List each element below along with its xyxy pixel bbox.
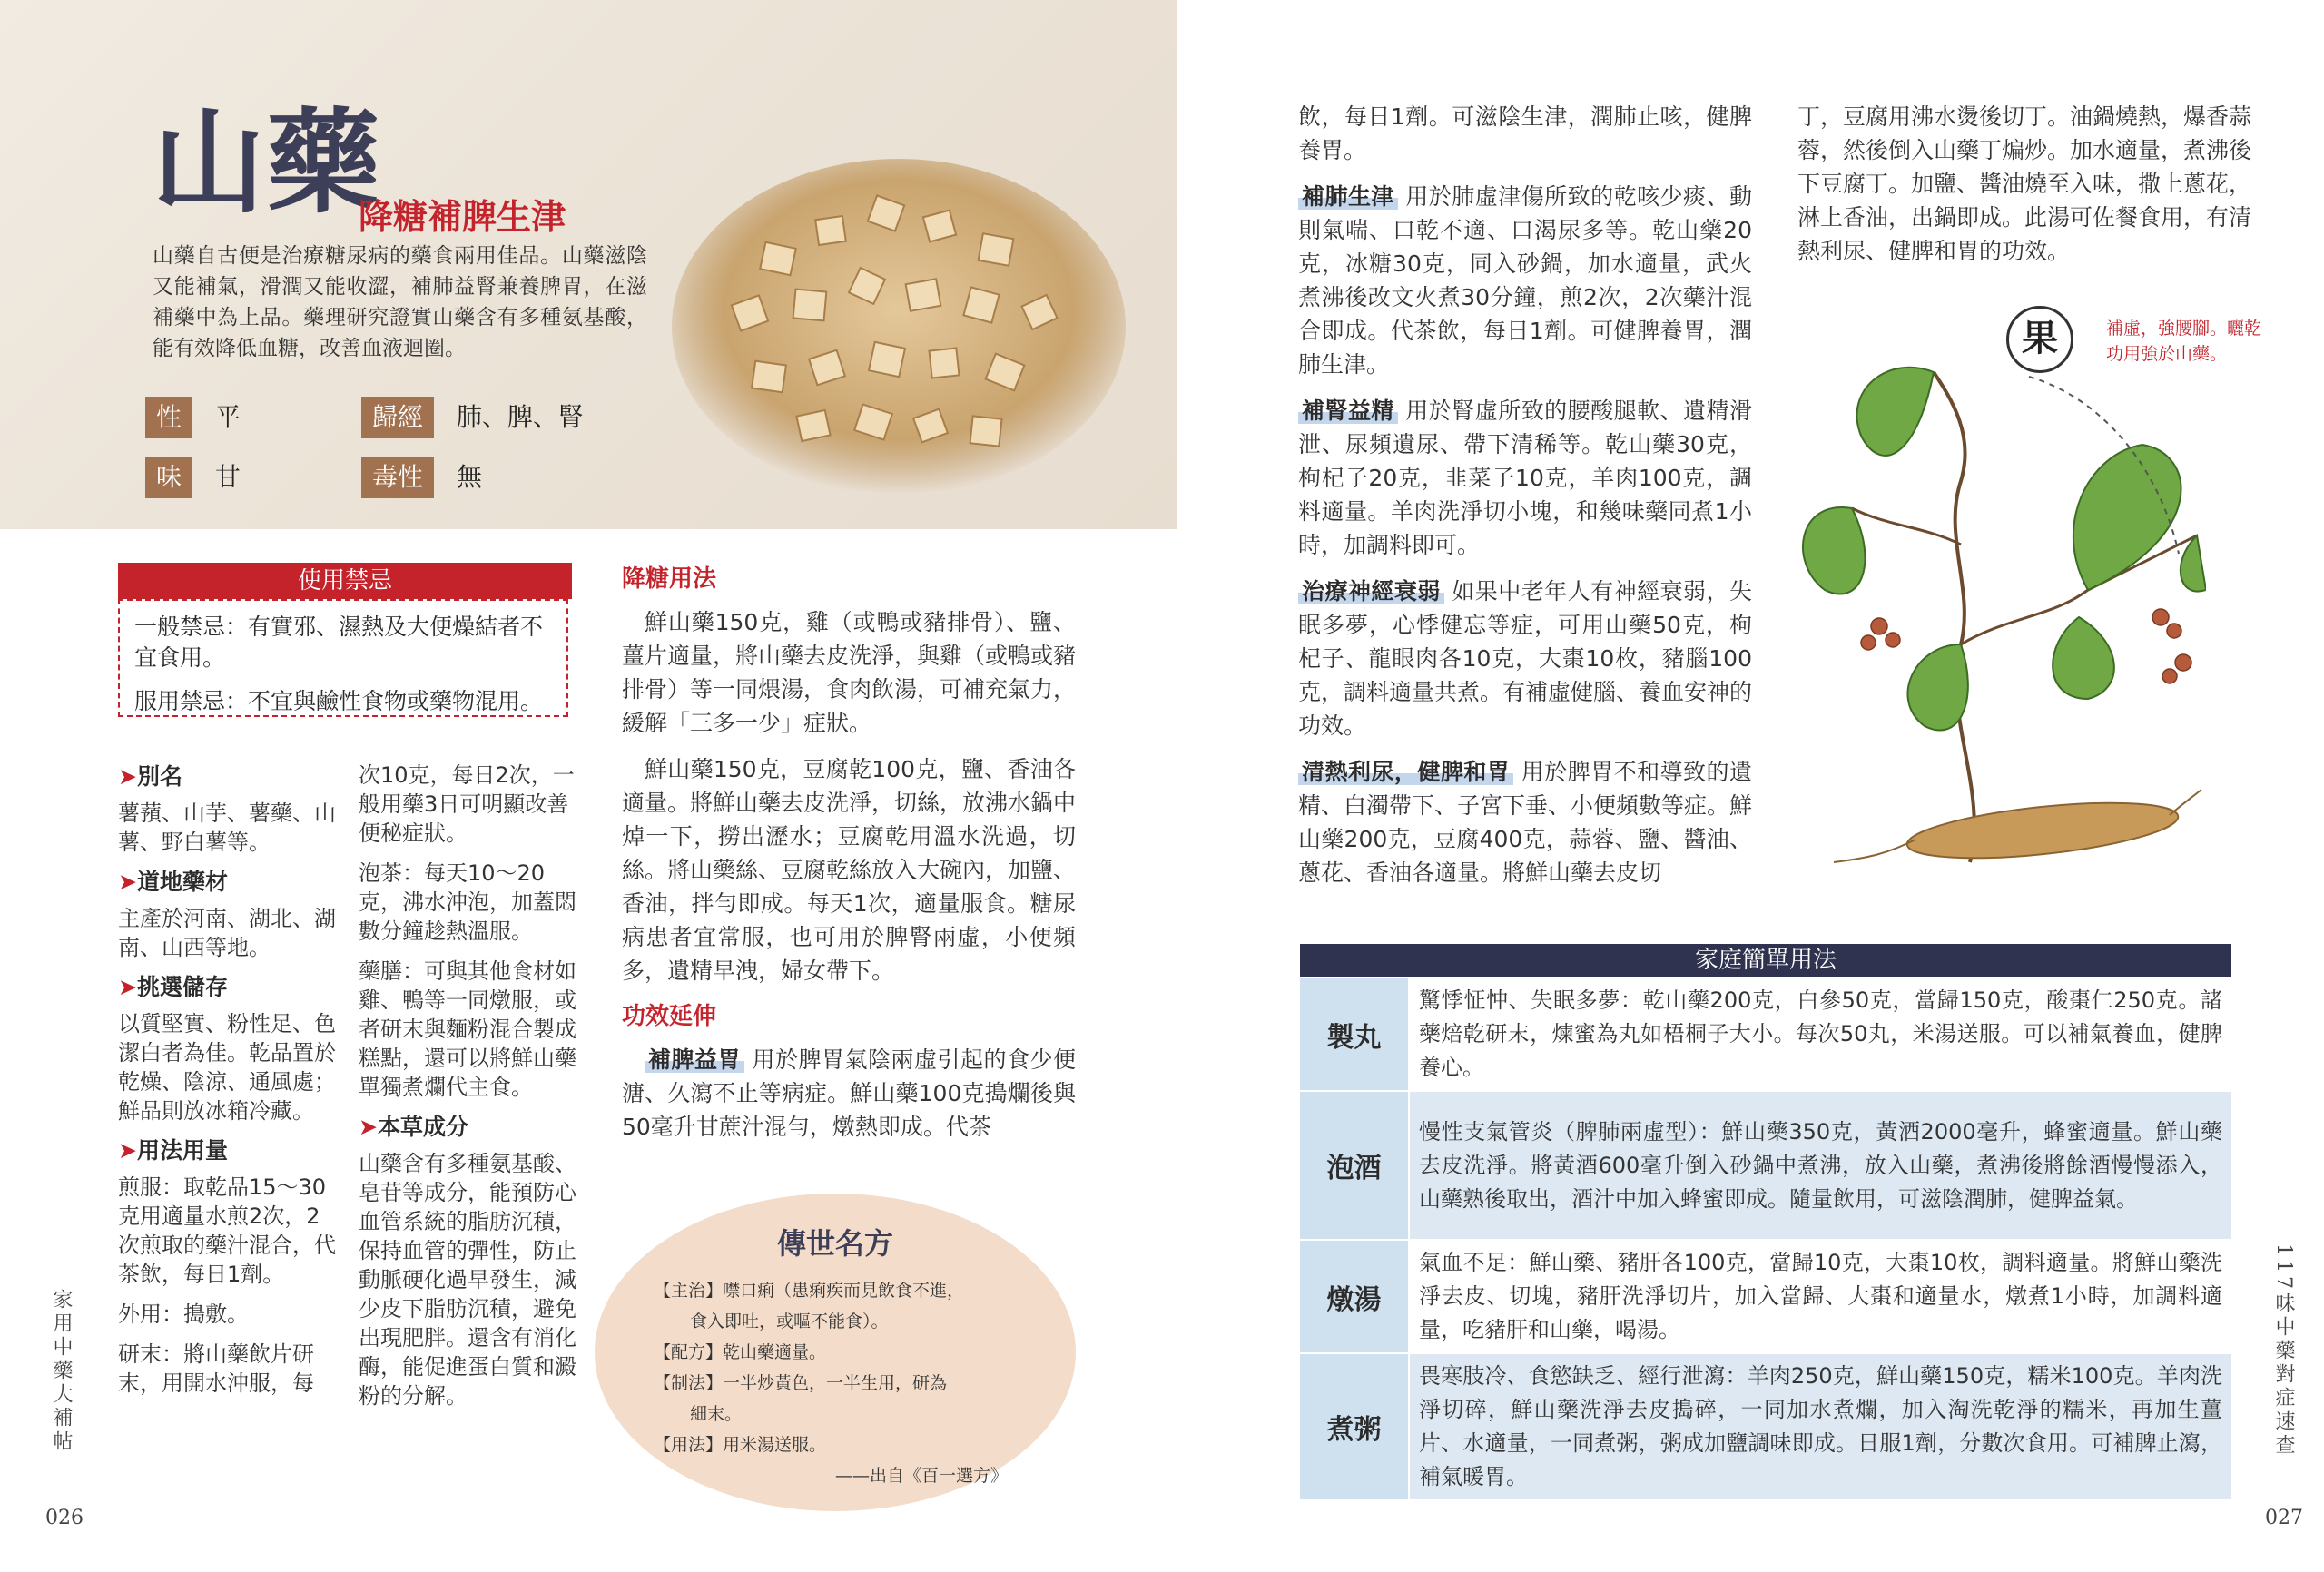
usage-column: [622, 563, 1076, 1156]
usage-external: 外用：搗敷。: [118, 1302, 249, 1327]
section-heading: 降糖用法: [622, 565, 717, 593]
intro-paragraph: 山藥自古便是治療糖尿病的藥食兩用佳品。山藥滋陰又能補氣，滑潤又能收澀，補肺益腎兼養脾胃，在滋補藥中為上品。藥理研究證實山藥含有多種氨基酸，能有效降低血糖，改善血液迴圈。: [153, 244, 647, 360]
recipe-paragraph: 清熱利尿，健脾和胃 用於脾胃不和導致的遺精、白濁帶下、子宮下垂、小便頻數等症。鮮山藥200克，豆腐400克，蒜蓉、鹽、醬油、蔥花、香油各適量。將鮮山藥去皮切: [1298, 759, 1753, 886]
page-number-right: 027: [2265, 1507, 2303, 1529]
property-value: 平: [214, 402, 241, 432]
fruit-note: 補虛，強腰腳。曬乾功用強於山藥。: [2106, 319, 2262, 364]
property-label: 歸經: [361, 397, 434, 438]
section-heading: ➤用法用量: [118, 1137, 228, 1164]
table-row: [1299, 1353, 2232, 1500]
row-text: 慢性支氣管炎（脾肺兩虛型）：鮮山藥350克，黃酒2000毫升，蜂蜜適量。鮮山藥去皮洗淨。將黃酒600毫升倒入砂鍋中煮沸，放入山藥，煮沸後將餘酒慢慢添入，山藥熟後取出，酒汁中加入蜂蜜即成。隨量飲用，可滋陰潤肺，健脾益氣。: [1409, 1091, 2232, 1240]
property-value: 甘: [214, 462, 241, 492]
recipe-paragraph: 丁，豆腐用沸水燙後切丁。油鍋燒熱，爆香蒜蓉，然後倒入山藥丁煸炒。加水適量，煮沸後下豆腐丁。加鹽、醬油燒至入味，撒上蔥花，淋上香油，出鍋即成。此湯可佐餐食用，有清熱利尿、健脾和胃的功效。: [1797, 103, 2252, 264]
recipe-paragraph: 補肺生津 用於肺虛津傷所致的乾咳少痰、動則氣喘、口乾不適、口渴尿多等。乾山藥20克，冰糖30克，同入砂鍋，加水適量，武火煮沸後改文火煮30分鐘，煎2次，2次藥汁混合即成。代茶飲，每日1劑。可健脾養胃，潤肺生津。: [1298, 183, 1752, 378]
prescription-line: 【配方】乾山藥適量。: [654, 1342, 827, 1362]
section-heading: ➤別名: [118, 763, 182, 790]
property-label: 味: [145, 457, 192, 498]
table-title: 家庭簡單用法: [1299, 943, 2232, 978]
prescription-line: 【制法】一半炒黃色，一半生用，研為: [654, 1373, 948, 1393]
usage-decoction: 煎服：取乾品15～30克用適量水煎2次，2次煎取的藥汁混合，代茶飲，每日1劑。: [118, 1174, 336, 1287]
property-label: 性: [145, 397, 192, 438]
row-label: 燉湯: [1299, 1240, 1409, 1353]
caution-box: [118, 599, 568, 717]
prescription-body: [654, 1275, 1035, 1491]
prescription-title: 傳世名方: [776, 1226, 893, 1261]
row-label: 泡酒: [1299, 1091, 1409, 1240]
row-label: 煮粥: [1299, 1353, 1409, 1500]
usage-meal: 藥膳：可與其他食材如雞、鴨等一同燉服，或者研末與麵粉混合製成糕點，還可以將鮮山藥單獨煮爛代主食。: [359, 958, 576, 1100]
recipe-paragraph: 補腎益精 用於腎虛所致的腰酸腿軟、遺精滑泄、尿頻遺尿、帶下清稀等。乾山藥30克，枸杞子20克，韭菜子10克，羊肉100克，調料適量。羊肉洗淨切小塊，和幾味藥同煮1小時，加調料即可。: [1298, 398, 1752, 558]
recipe-paragraph: 鮮山藥150克，雞（或鴨或豬排骨）、鹽、薑片適量，將山藥去皮洗淨，與雞（或鴨或豬排骨）等一同煨湯，食肉飲湯，可補充氣力，緩解「三多一少」症狀。: [622, 609, 1077, 736]
origin-text: 主產於河南、湖北、湖南、山西等地。: [118, 906, 336, 960]
row-text: 畏寒肢冷、食慾缺乏、經行泄瀉：羊肉250克，鮮山藥150克，糯米100克。羊肉洗淨切碎，鮮山藥洗淨去皮搗碎，一同加水煮爛，加入淘洗乾淨的糯米，再加生薑片、水適量，一同煮粥，粥成加鹽調味即成。日服1劑，分數次食用。可補脾止瀉，補氣暖胃。: [1409, 1353, 2232, 1500]
caution-combination: 服用禁忌：不宜與鹼性食物或藥物混用。: [134, 688, 544, 714]
yam-plant-illustration: [1779, 318, 2206, 880]
usage-tea: 泡茶：每天10～20克，沸水沖泡，加蓋悶數分鐘趁熱溫服。: [359, 860, 576, 944]
highlight-term: 清熱利尿，健脾和胃: [1298, 759, 1513, 785]
property-value: 肺、脾、腎: [456, 402, 584, 432]
property-toxicity: [361, 457, 482, 498]
prescription-line: 食入即吐，或嘔不能食）。: [690, 1312, 889, 1331]
page-number-left: 026: [45, 1507, 84, 1529]
prescription-source: ——出自《百一選方》: [834, 1466, 1008, 1486]
home-usage-table: [1298, 942, 2233, 1501]
property-taste: [145, 457, 241, 498]
info-column-1: [118, 753, 340, 1409]
property-value: 無: [456, 462, 482, 492]
section-heading: 功效延伸: [622, 1003, 717, 1030]
table-row: [1299, 978, 2232, 1091]
row-text: 驚悸怔忡、失眠多夢：乾山藥200克，白參50克，當歸150克，酸棗仁250克。諸藥焙乾研末，煉蜜為丸如梧桐子大小。每次50丸，米湯送服。可以補氣養血，健脾養心。: [1409, 978, 2232, 1091]
caution-title: 使用禁忌: [118, 563, 572, 599]
property-nature: [145, 397, 241, 438]
page-title: 山藥: [153, 97, 382, 229]
alias-text: 薯蕷、山芋、薯藥、山薯、野白薯等。: [118, 801, 336, 855]
row-label: 製丸: [1299, 978, 1409, 1091]
section-heading: ➤道地藥材: [118, 869, 228, 895]
recipe-paragraph: 補脾益胃 用於脾胃氣陰兩虛引起的食少便溏、久瀉不止等病症。鮮山藥100克搗爛後與50毫升甘蔗汁混勻，燉熱即成。代茶: [622, 1046, 1076, 1140]
book-subtitle-vertical: 117味中藥對症速查: [2272, 1243, 2295, 1458]
highlight-term: 補脾益胃: [645, 1046, 744, 1073]
info-column-2: [359, 761, 581, 1421]
right-column-2: [1797, 100, 2251, 280]
prescription-line: 【主治】噤口痢（患痢疾而見飲食不進，: [654, 1281, 965, 1301]
usage-continued: 次10克，每日2次，一般用藥3日可明顯改善便秘症狀。: [359, 762, 575, 846]
prescription-line: 【用法】用米湯送服。: [654, 1435, 827, 1455]
book-title-vertical: 家用中藥大補帖: [50, 1289, 73, 1454]
highlight-term: 補肺生津: [1298, 183, 1398, 210]
right-column-1: [1298, 100, 1752, 902]
property-meridian: [361, 397, 584, 438]
recipe-paragraph: 治療神經衰弱 如果中老年人有神經衰弱，失眠多夢，心悸健忘等症，可用山藥50克，枸杞子、龍眼肉各10克，大棗10枚，豬腦100克，調料適量共煮。有補虛健腦、養血安神的功效。: [1298, 578, 1753, 739]
storage-text: 以質堅實、粉性足、色潔白者為佳。乾品置於乾燥、陰涼、通風處；鮮品則放冰箱冷藏。: [118, 1011, 336, 1124]
section-heading: ➤挑選儲存: [118, 974, 228, 1000]
highlight-term: 補腎益精: [1298, 398, 1398, 424]
highlight-term: 治療神經衰弱: [1298, 578, 1444, 604]
table-row: [1299, 1091, 2232, 1240]
herbal-components: 山藥含有多種氨基酸、皂苷等成分，能預防心血管系統的脂肪沉積，保持血管的彈性，防止動脈硬化過早發生，減少皮下脂肪沉積，避免出現肥胖。還含有消化酶，能促進蛋白質和澱粉的分解。: [359, 1151, 576, 1409]
fruit-label: 果: [2006, 306, 2073, 373]
table-row: [1299, 1240, 2232, 1353]
dried-yam-image: [663, 145, 1135, 499]
prescription-line: 細末。: [690, 1404, 743, 1424]
usage-powder: 研末：將山藥飲片研末，用開水沖服，每: [118, 1341, 314, 1396]
recipe-paragraph: 飲，每日1劑。可滋陰生津，潤肺止咳，健脾養胃。: [1298, 103, 1752, 163]
caution-general: 一般禁忌：有實邪、濕熱及大便燥結者不宜食用。: [134, 614, 544, 671]
page-subtitle: 降糖補脾生津: [359, 196, 566, 237]
property-label: 毒性: [361, 457, 434, 498]
recipe-paragraph: 鮮山藥150克，豆腐乾100克，鹽、香油各適量。將鮮山藥去皮洗淨，切絲，放沸水鍋中焯一下，撈出瀝水；豆腐乾用溫水洗過，切絲。將山藥絲、豆腐乾絲放入大碗內，加鹽、香油，拌勻即成。每天1次，適量服食。糖尿病患者宜常服，也可用於脾腎兩虛，小便頻多，遺精早洩，婦女帶下。: [622, 756, 1077, 984]
section-heading: ➤本草成分: [359, 1114, 468, 1140]
row-text: 氣血不足：鮮山藥、豬肝各100克，當歸10克，大棗10枚，調料適量。將鮮山藥洗淨去皮、切塊，豬肝洗淨切片，加入當歸、大棗和適量水，燉煮1小時，加調料適量，吃豬肝和山藥，喝湯。: [1409, 1240, 2232, 1353]
